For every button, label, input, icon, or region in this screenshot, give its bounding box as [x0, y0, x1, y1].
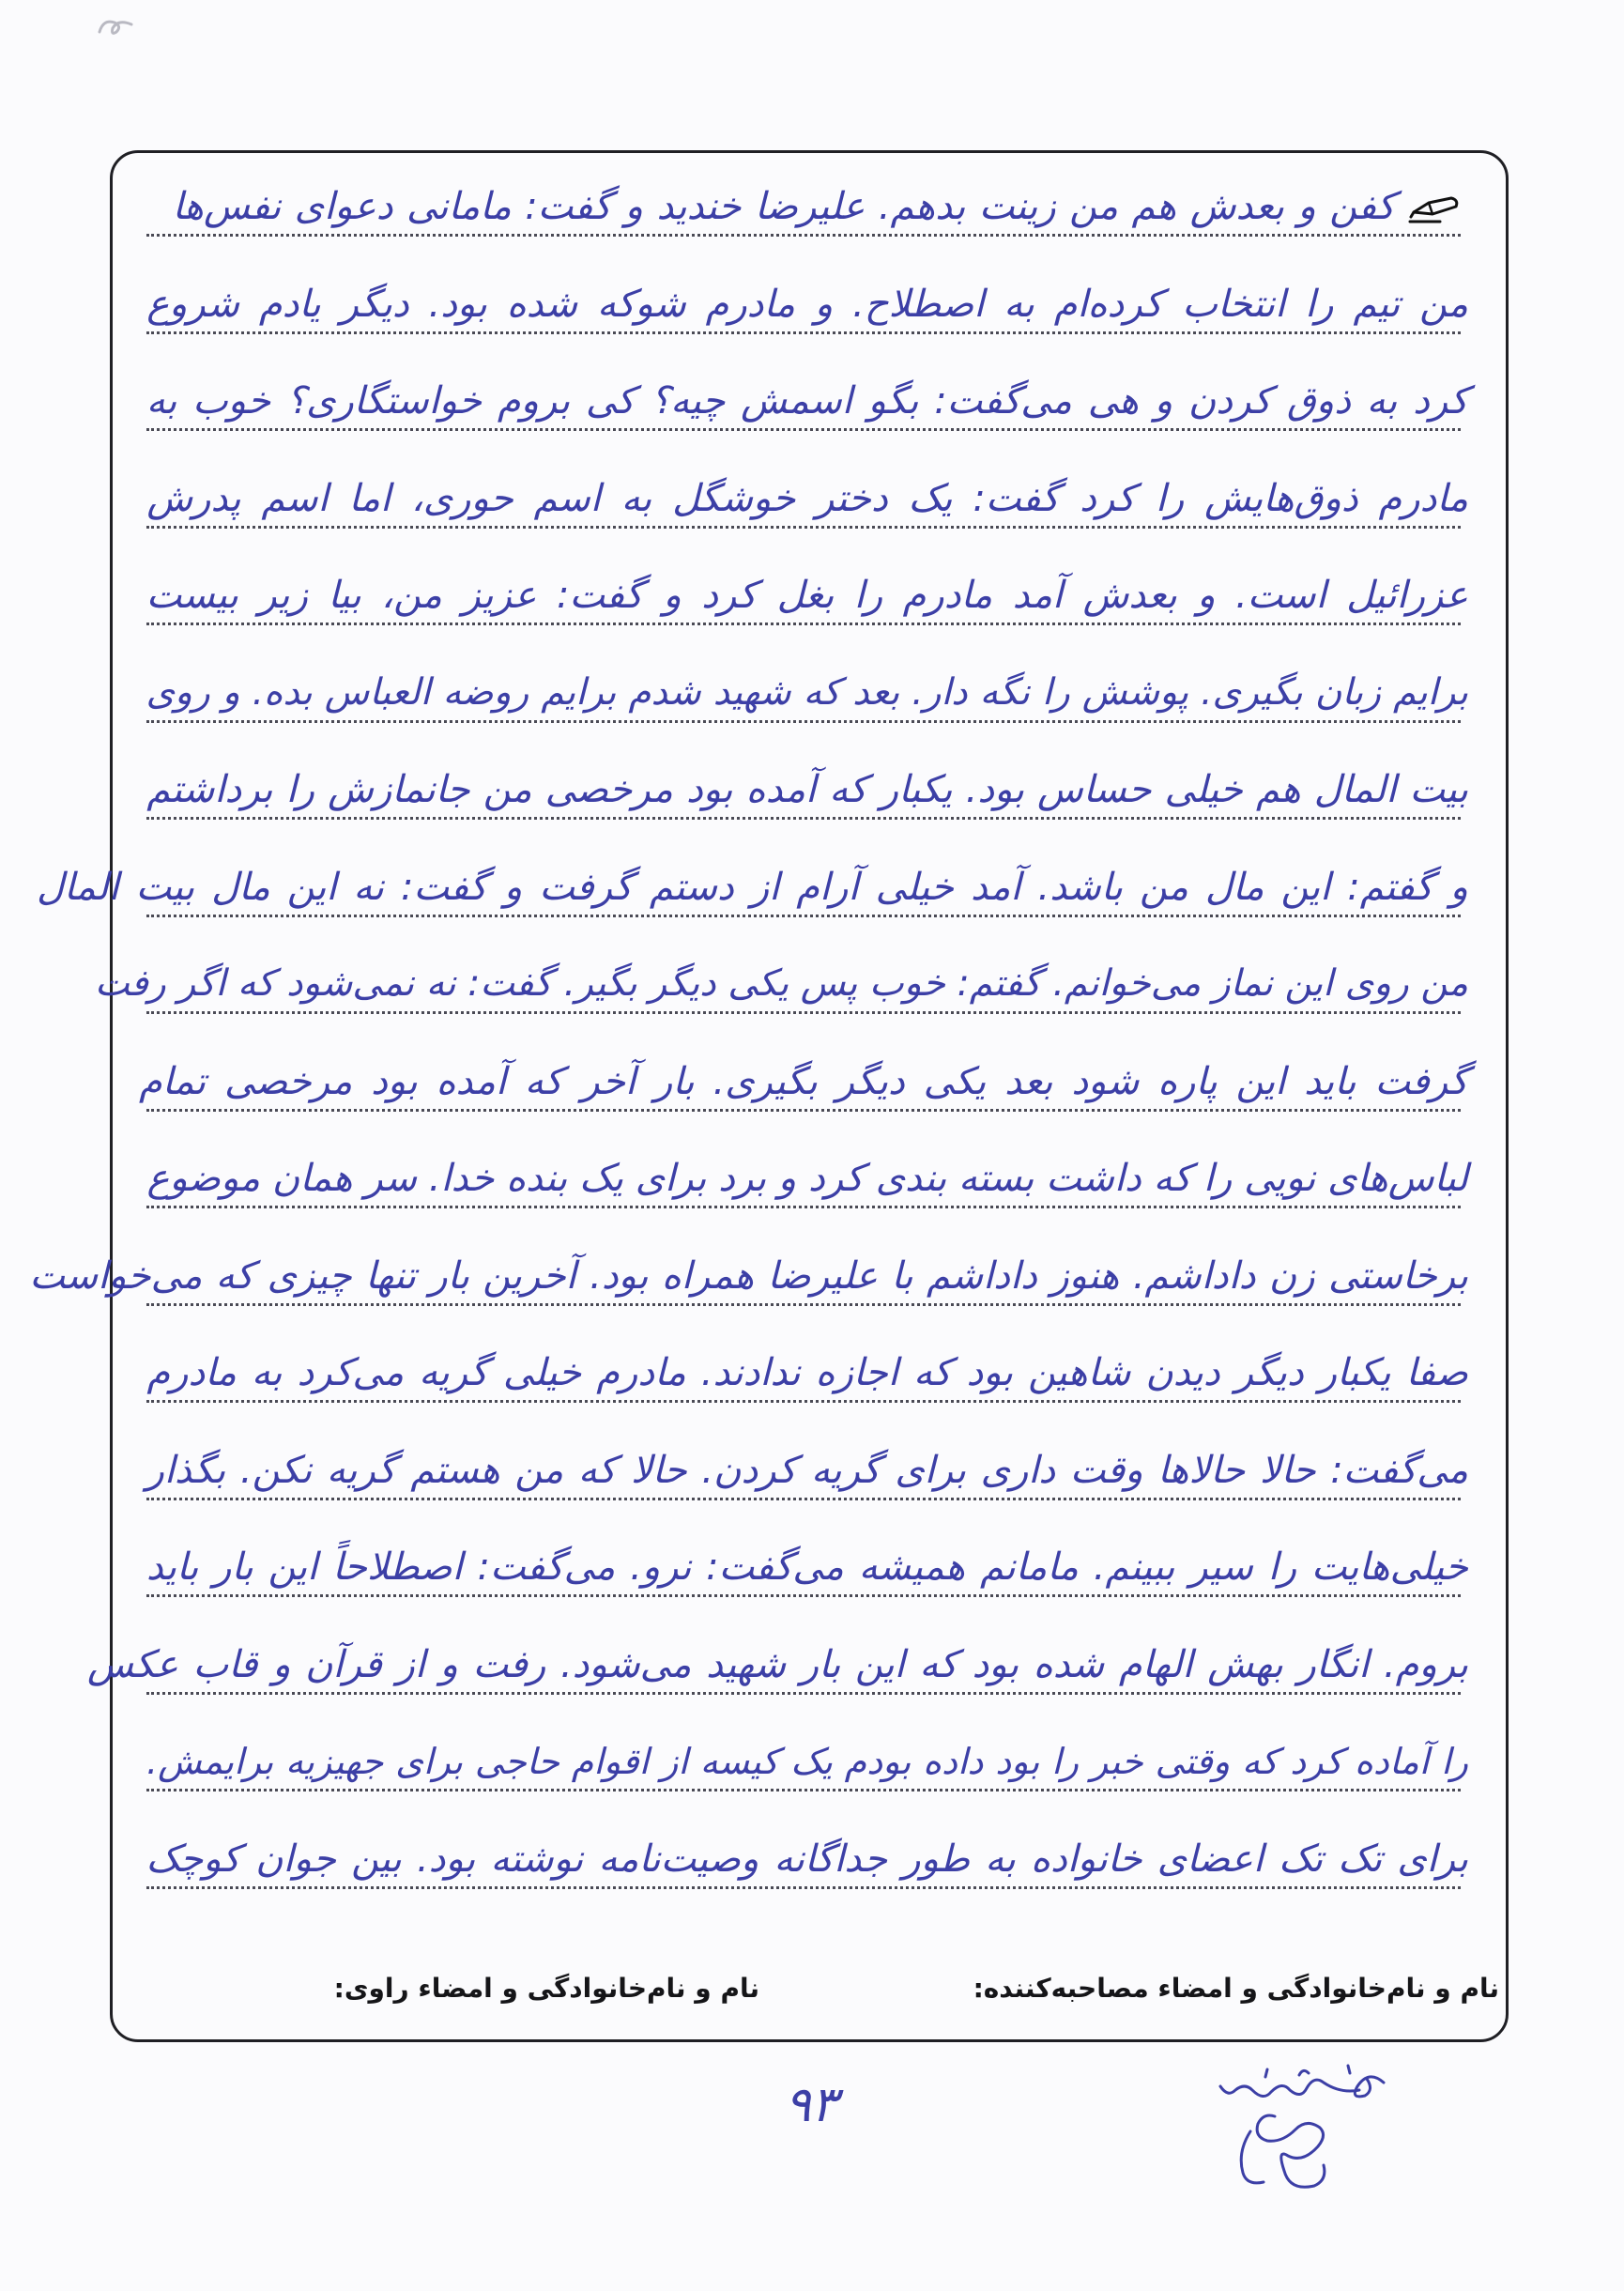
handwritten-line-text: را آماده کرد که وقتی خبر را بود داده بودم یک کیسه از اقوام حاجی برای جهیزیه برایمش. [146, 1741, 1468, 1782]
corner-mark-icon [94, 13, 141, 41]
handwritten-line [146, 372, 1468, 430]
handwritten-line [146, 1732, 1468, 1791]
handwritten-line [146, 1344, 1468, 1402]
handwritten-line [146, 1538, 1468, 1596]
handwritten-line [37, 858, 1468, 916]
handwritten-line-text: بیت المال هم خیلی حساس بود. یکبار که آمده بود مرخصی من جانمازش را برداشتم [146, 768, 1468, 811]
handwritten-line [146, 664, 1468, 722]
handwritten-line [146, 1441, 1468, 1499]
handwritten-line [146, 469, 1468, 528]
handwritten-line-text: برای تک تک اعضای خانواده به طور جداگانه وصیت‌نامه نوشته بود. بین جوان کوچک [146, 1837, 1468, 1881]
handwritten-line-text: کفن و بعدش هم من زینت بدهم. علیرضا خندید و گفت: مامانی دعوای نفس‌ها [172, 185, 1395, 228]
handwritten-line-text: خیلی‌هایت را سیر ببینم. مامانم همیشه می‌گفت: نرو. می‌گفت: اصطلاحاً این بار باید [146, 1545, 1468, 1589]
handwritten-line-text: من تیم را انتخاب کرده‌ام به اصطلاح. و مادرم شوکه شده بود. دیگر یادم شروع [146, 282, 1468, 326]
handwritten-line-text: عزرائیل است. و بعدش آمد مادرم را بغل کرد و گفت: عزیز من، بیا زیر بیست [146, 574, 1468, 617]
handwritten-line-text: بروم. انگار بهش الهام شده بود که این بار شهید می‌شود. رفت و از قرآن و قاب عکس [86, 1642, 1468, 1686]
handwritten-line-text: گرفت باید این پاره شود بعد یکی دیگر بگیری. بار آخر که آمده بود مرخصی تمام [138, 1059, 1468, 1103]
handwritten-line-text: مادرم ذوق‌هایش را کرد گفت: یک دختر خوشگل به اسم حوری، اما اسم پدرش [146, 476, 1468, 520]
interviewer-signature-label: نام و نام‌خانوادگی و امضاء مصاحبه‌کننده: [973, 1973, 1499, 2004]
handwritten-line [146, 566, 1468, 624]
handwritten-line-text: برایم زبان بگیری. پوشش را نگه دار. بعد که شهید شدم برایم روضه العباس بده. و روی [146, 670, 1468, 714]
handwritten-line [173, 177, 1395, 236]
handwritten-line-text: می‌گفت: حالا حالاها وقت داری برای گریه کردن. حالا که من هستم گریه نکن. بگذار [146, 1448, 1468, 1492]
handwritten-line [87, 1636, 1468, 1694]
handwritten-line [146, 1830, 1468, 1888]
handwritten-line-text: کرد به ذوق کردن و هی می‌گفت: بگو اسمش چیه؟ کی بروم خواستگاری؟ خوب به [146, 379, 1468, 423]
handwritten-line [146, 1149, 1468, 1207]
handwritten-line [139, 1053, 1468, 1111]
narrator-signature-label: نام و نام‌خانوادگی و امضاء راوی: [333, 1973, 759, 2004]
handwritten-line-text: من روی این نماز می‌خوانم. گفتم: خوب پس یکی دیگر بگیر. گفت: نه نمی‌شود که اگر رفت [94, 962, 1468, 1005]
handwritten-line-text: برخاستی زن داداشم. هنوز داداشم با علیرضا همراه بود. آخرین بار تنها چیزی که می‌خواست [29, 1253, 1468, 1298]
handwritten-line [29, 1247, 1468, 1305]
handwritten-line [146, 275, 1468, 333]
handwritten-line-text: صفا یکبار دیگر دیدن شاهین بود که اجازه ندادند. مادرم خیلی گریه می‌کرد به مادرم [146, 1351, 1468, 1394]
handwritten-line [146, 761, 1468, 819]
handwritten-line-text: و گفتم: این مال من باشد. آمد خیلی آرام از دستم گرفت و گفت: نه این مال بیت المال [36, 865, 1468, 909]
page-number: ۹۳ [785, 2077, 837, 2133]
pen-icon [1408, 192, 1463, 225]
handwritten-line-text: لباس‌های نویی را که داشت بسته بندی کرد و برد برای یک بنده خدا. سر همان موضوع [146, 1157, 1468, 1200]
handwritten-line [95, 955, 1468, 1013]
handwritten-signature [1209, 2062, 1397, 2208]
